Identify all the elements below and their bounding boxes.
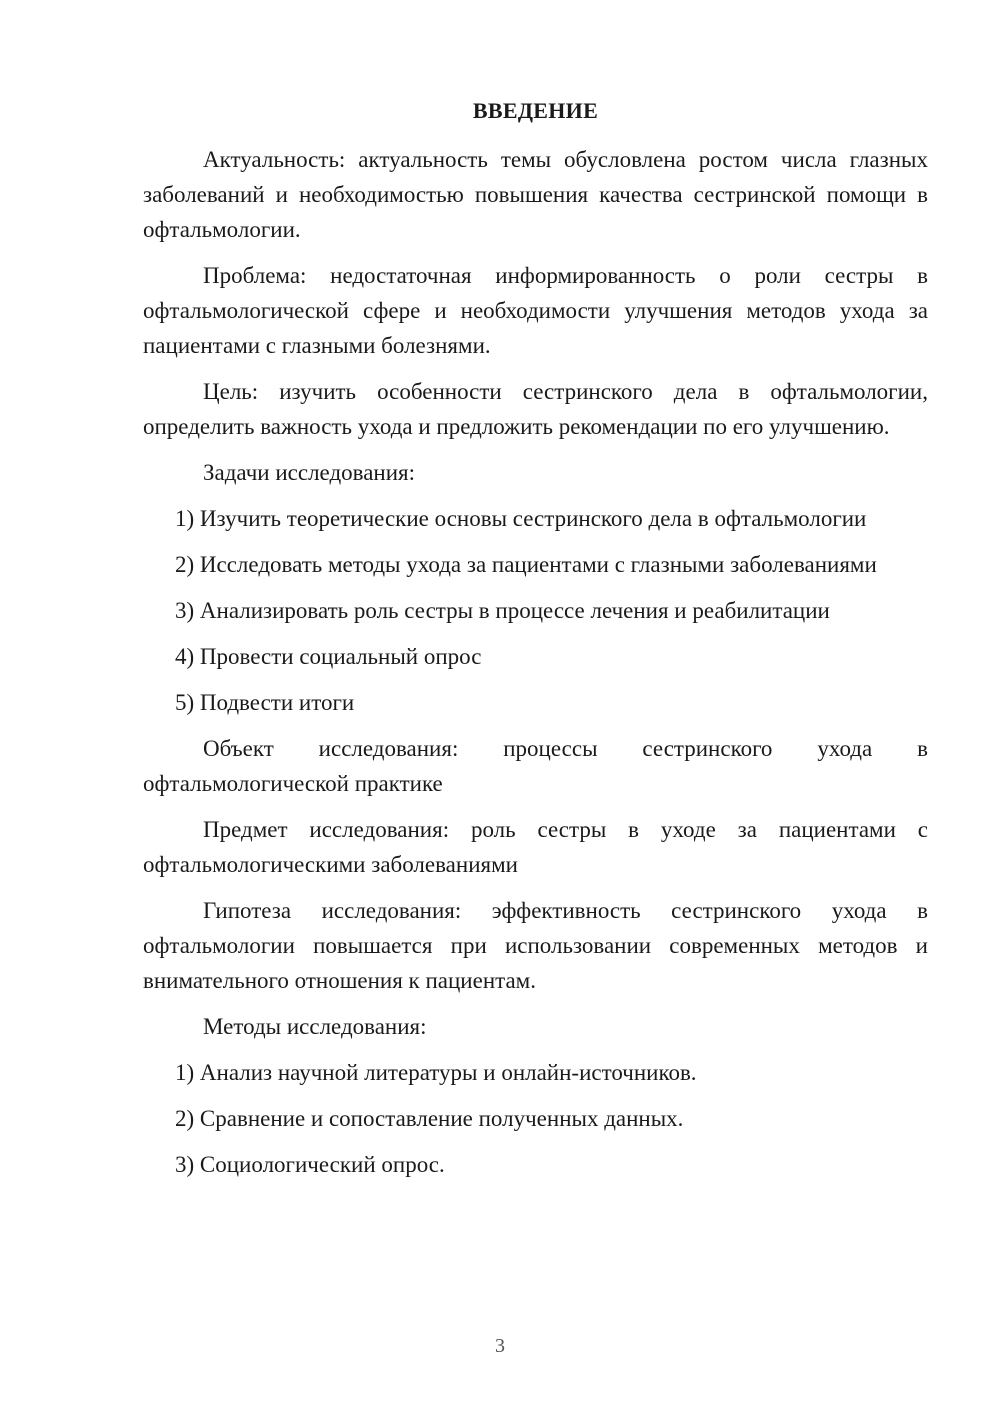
hypothesis-paragraph: Гипотеза исследования: эффективность сестринского ухода в офтальмологии повышается при использовании современных методов и внимательного отношения к пациентам.: [143, 898, 928, 993]
document-title: ВВЕДЕНИЕ: [472, 98, 599, 123]
document-page: [143, 96, 928, 1182]
task-item-5: 5) Подвести итоги: [175, 690, 355, 715]
method-item-2: 2) Сравнение и сопоставление полученных данных.: [175, 1106, 684, 1131]
task-item-3: 3) Анализировать роль сестры в процессе лечения и реабилитации: [175, 598, 830, 623]
task-item-2: 2) Исследовать методы ухода за пациентами с глазными заболеваниями: [175, 552, 877, 577]
task-item-4: 4) Провести социальный опрос: [175, 644, 482, 669]
subject-paragraph: Предмет исследования: роль сестры в уходе за пациентами с офтальмологическими заболеваниями: [143, 817, 928, 877]
page-number: 3: [495, 1335, 505, 1357]
method-item-1: 1) Анализ научной литературы и онлайн-источников.: [175, 1060, 697, 1085]
methods-heading: Методы исследования:: [203, 1014, 427, 1039]
goal-paragraph: Цель: изучить особенности сестринского дела в офтальмологии, определить важность ухода и предложить рекомендации по его улучшению.: [143, 379, 928, 439]
problem-paragraph: Проблема: недостаточная информированность о роли сестры в офтальмологической сфере и необходимости улучшения методов ухода за пациентами с глазными болезнями.: [143, 263, 928, 358]
method-item-3: 3) Социологический опрос.: [175, 1152, 445, 1177]
tasks-heading: Задачи исследования:: [203, 460, 416, 485]
relevance-paragraph: Актуальность: актуальность темы обусловлена ростом числа глазных заболеваний и необходимостью повышения качества сестринской помощи в офтальмологии.: [143, 147, 928, 242]
task-item-1: 1) Изучить теоретические основы сестринского дела в офтальмологии: [175, 506, 867, 531]
object-paragraph: Объект исследования: процессы сестринского ухода в офтальмологической практике: [143, 736, 928, 796]
